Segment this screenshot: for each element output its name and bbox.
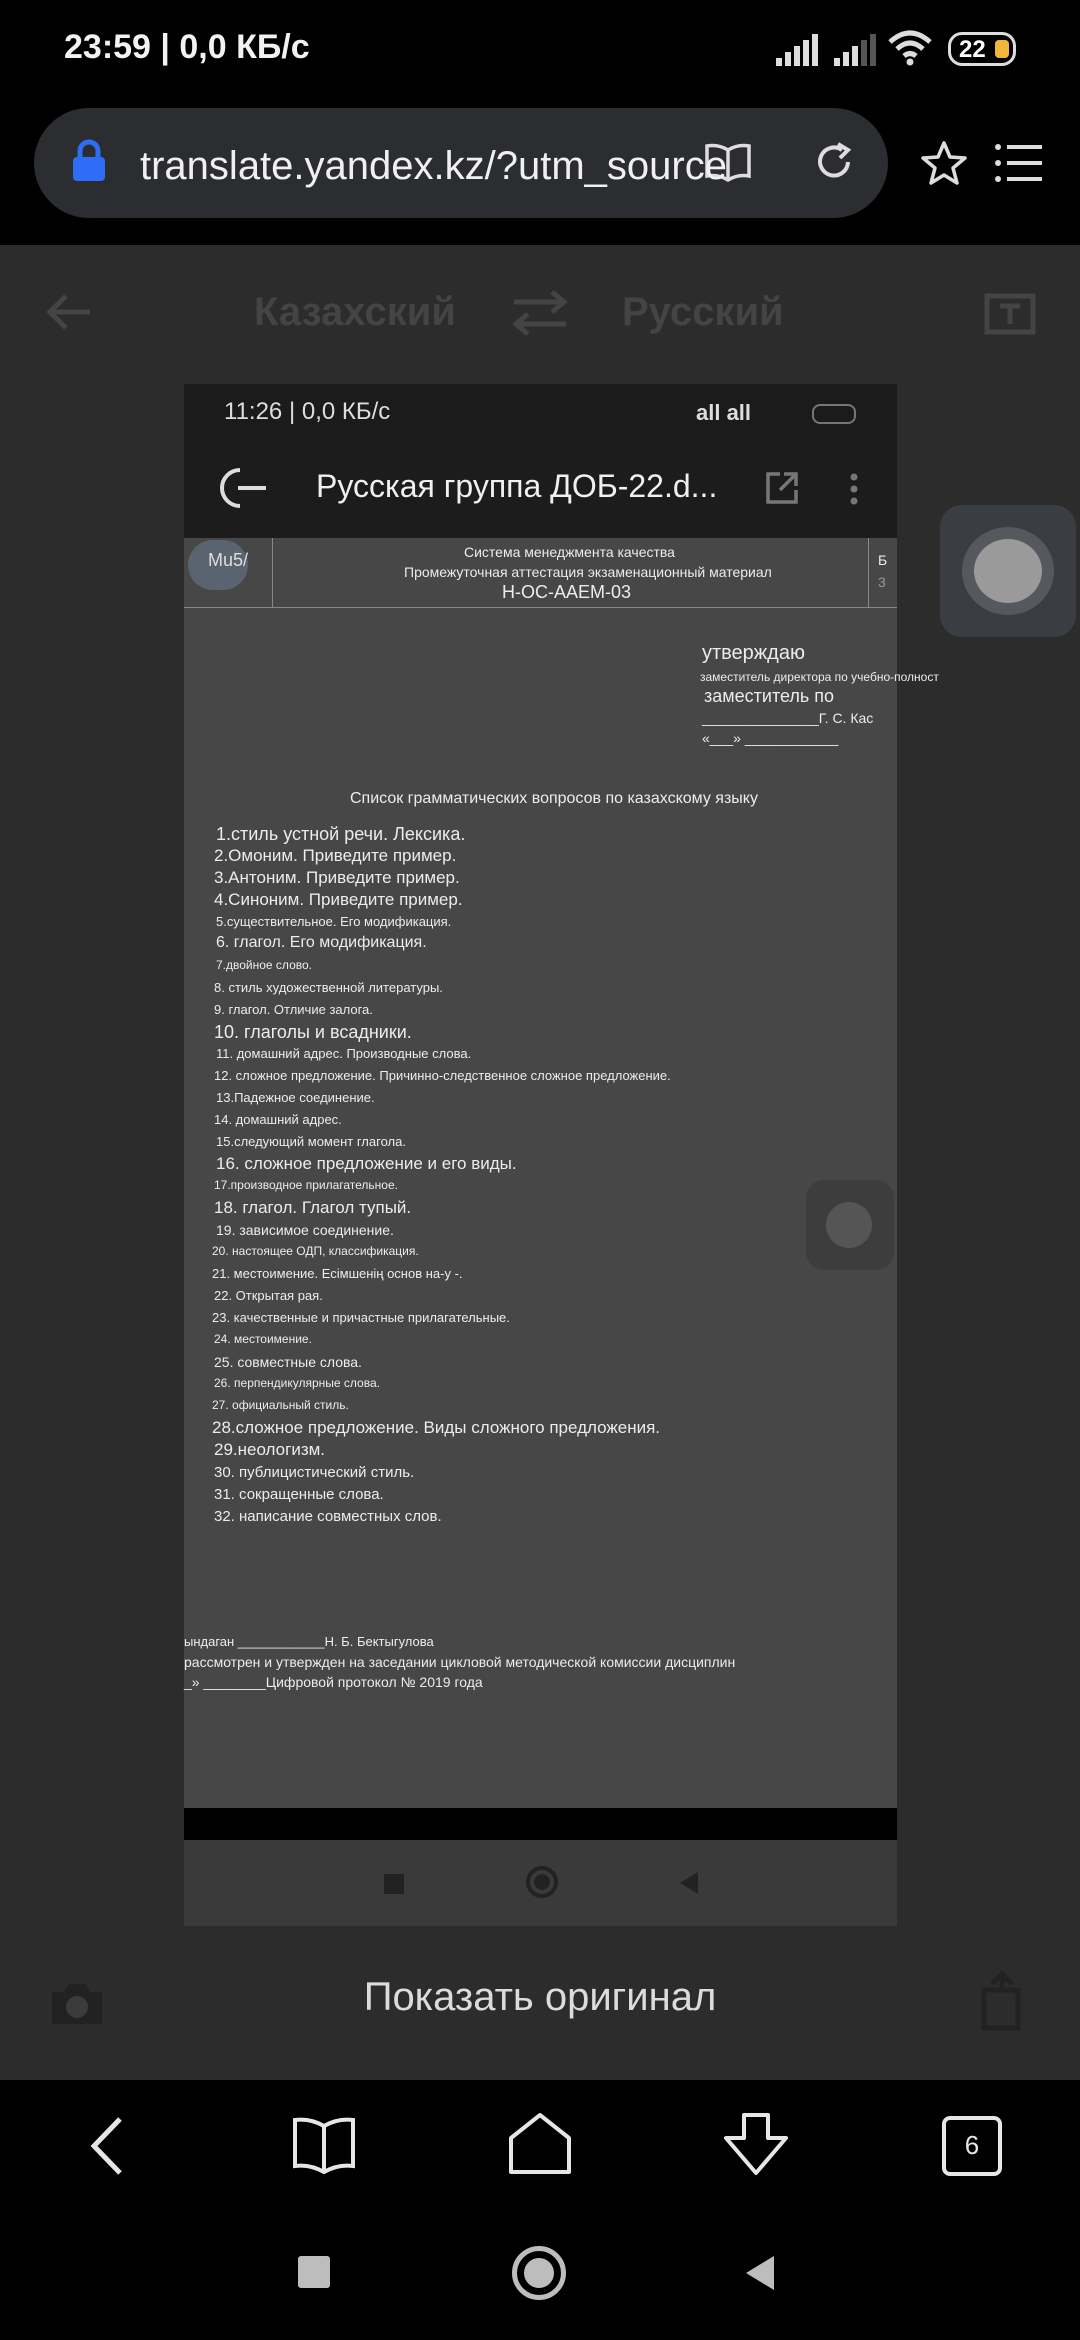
url-text[interactable]: translate.yandex.kz/?utm_source: [140, 144, 727, 188]
approve-line-2: заместитель по: [704, 686, 835, 706]
battery-level: 22: [959, 36, 986, 63]
swap-languages-icon[interactable]: [510, 288, 570, 338]
question-item: 16. сложное предложение и его виды.: [216, 1154, 517, 1173]
embedded-status-time: 11:26 | 0,0 КБ/с: [224, 398, 391, 425]
question-item: 25. совместные слова.: [214, 1354, 362, 1370]
question-item: 11. домашний адрес. Производные слова.: [216, 1046, 472, 1061]
wifi-icon: [888, 30, 932, 66]
doc-header-right: Б: [878, 552, 888, 568]
signal-icon-2: [834, 34, 876, 66]
embedded-battery-icon: [812, 404, 856, 424]
doc-footer-line-1: ындаган ____________Н. Б. Бектыгулова: [184, 1634, 434, 1649]
question-item: 20. настоящее ОДП, классификация.: [212, 1244, 419, 1258]
question-item: 24. местоимение.: [214, 1332, 312, 1346]
tab-count: 6: [964, 2130, 980, 2160]
doc-header-right-2: 3: [878, 574, 886, 590]
status-bar: [0, 0, 1080, 100]
lock-icon: [72, 140, 106, 182]
embedded-file-title: Русская группа ДОБ-22.d...: [316, 468, 718, 504]
question-item: 15.следующий момент глагола.: [216, 1134, 406, 1149]
signal-icon: [776, 34, 818, 66]
home-button[interactable]: [512, 2246, 566, 2300]
question-item: 13.Падежное соединение.: [216, 1090, 375, 1105]
question-item: 32. написание совместных слов.: [214, 1508, 442, 1525]
status-time: 23:59 | 0,0 КБ/с: [64, 28, 310, 66]
question-item: 29.неологизм.: [214, 1440, 326, 1459]
question-item: 27. официальный стиль.: [212, 1398, 349, 1412]
approve-signature: _______________Г. С. Кас: [702, 710, 874, 726]
question-item: 1.стиль устной речи. Лексика.: [216, 824, 466, 844]
question-item: 30. публицистический стиль.: [214, 1464, 415, 1481]
college-logo: [188, 540, 248, 590]
menu-icon[interactable]: [994, 142, 1042, 184]
document-page: [184, 538, 939, 1808]
assistive-touch-ghost: [806, 1180, 894, 1270]
question-item: 8. стиль художественной литературы.: [214, 980, 443, 995]
recents-button[interactable]: [298, 2256, 330, 2288]
doc-footer-line-2: рассмотрен и утвержден на заседании цикловой методической комиссии дисциплин: [184, 1654, 736, 1670]
question-item: 12. сложное предложение. Причинно-следственное сложное предложение.: [214, 1068, 671, 1083]
assistive-touch-button[interactable]: [940, 505, 1076, 637]
question-item: 2.Омоним. Приведите пример.: [214, 846, 457, 865]
bookmarks-icon[interactable]: [292, 2116, 356, 2174]
doc-header-line-1: Система менеджмента качества: [464, 544, 675, 560]
document-translate-icon[interactable]: [984, 290, 1036, 338]
question-item: 31. сокращенные слова.: [214, 1486, 384, 1503]
list-title: Список грамматических вопросов по казахскому языку: [350, 790, 758, 807]
question-item: 4.Синоним. Приведите пример.: [214, 890, 463, 909]
back-button[interactable]: [742, 2254, 776, 2292]
embedded-recents-icon: [384, 1874, 404, 1894]
question-item: 18. глагол. Глагол тупый.: [214, 1198, 412, 1217]
tabs-button[interactable]: [942, 2116, 1002, 2176]
embedded-back-icon: [220, 466, 268, 510]
question-item: 21. местоимение. Есімшенің основ на-у -.: [212, 1266, 463, 1281]
embedded-app-bar: [184, 438, 897, 538]
embedded-more-icon: [848, 472, 860, 506]
embedded-nav-bar: [184, 1840, 897, 1926]
browser-bottom-bar: [0, 2080, 1080, 2210]
question-item: 9. глагол. Отличие залога.: [214, 1002, 373, 1017]
back-arrow-icon[interactable]: [44, 292, 92, 332]
download-icon[interactable]: [722, 2112, 790, 2176]
bookmark-star-icon[interactable]: [920, 140, 968, 186]
question-item: 10. глаголы и всадники.: [214, 1022, 412, 1042]
question-item: 7.двойное слово.: [216, 958, 312, 972]
embedded-home-icon: [526, 1866, 558, 1898]
browser-back-icon[interactable]: [86, 2115, 126, 2177]
approve-line-1: заместитель директора по учебно-полност: [700, 670, 939, 684]
question-item: 28.сложное предложение. Виды сложного предложения.: [212, 1418, 661, 1437]
share-icon[interactable]: [978, 1972, 1036, 2034]
approve-title: утверждаю: [702, 642, 805, 664]
embedded-back-nav-icon: [676, 1870, 700, 1896]
embedded-status-signal: all all: [696, 400, 752, 425]
home-icon[interactable]: [508, 2112, 572, 2176]
doc-footer-line-3: _» ________Цифровой протокол № 2019 года: [184, 1674, 483, 1690]
doc-header-code: Н-ОС-ААЕМ-03: [502, 582, 632, 602]
approve-date: «___» ____________: [702, 730, 839, 746]
question-item: 22. Открытая рая.: [214, 1288, 323, 1303]
question-item: 3.Антоним. Приведите пример.: [214, 868, 460, 887]
embedded-status-bar: [184, 384, 897, 438]
source-language[interactable]: Казахский: [254, 290, 456, 334]
question-item: 17.производное прилагательное.: [214, 1178, 398, 1192]
doc-header-line-2: Промежуточная аттестация экзаменационный материал: [404, 564, 772, 580]
logo-text: Mu5/: [208, 550, 249, 570]
system-nav-bar: [0, 2210, 1080, 2340]
reload-icon[interactable]: [812, 140, 856, 184]
question-item: 19. зависимое соединение.: [216, 1222, 394, 1238]
translated-screenshot: [184, 384, 939, 1926]
show-original-button[interactable]: Показать оригинал: [363, 1975, 717, 2019]
battery-icon: [948, 32, 1016, 66]
question-item: 26. перпендикулярные слова.: [214, 1376, 380, 1390]
question-item: 23. качественные и причастные прилагательные.: [212, 1310, 510, 1325]
question-item: 5.существительное. Его модификация.: [216, 914, 452, 929]
question-item: 14. домашний адрес.: [214, 1112, 342, 1127]
target-language[interactable]: Русский: [622, 290, 784, 334]
embedded-open-external-icon: [764, 470, 800, 506]
question-item: 6. глагол. Его модификация.: [216, 934, 427, 951]
